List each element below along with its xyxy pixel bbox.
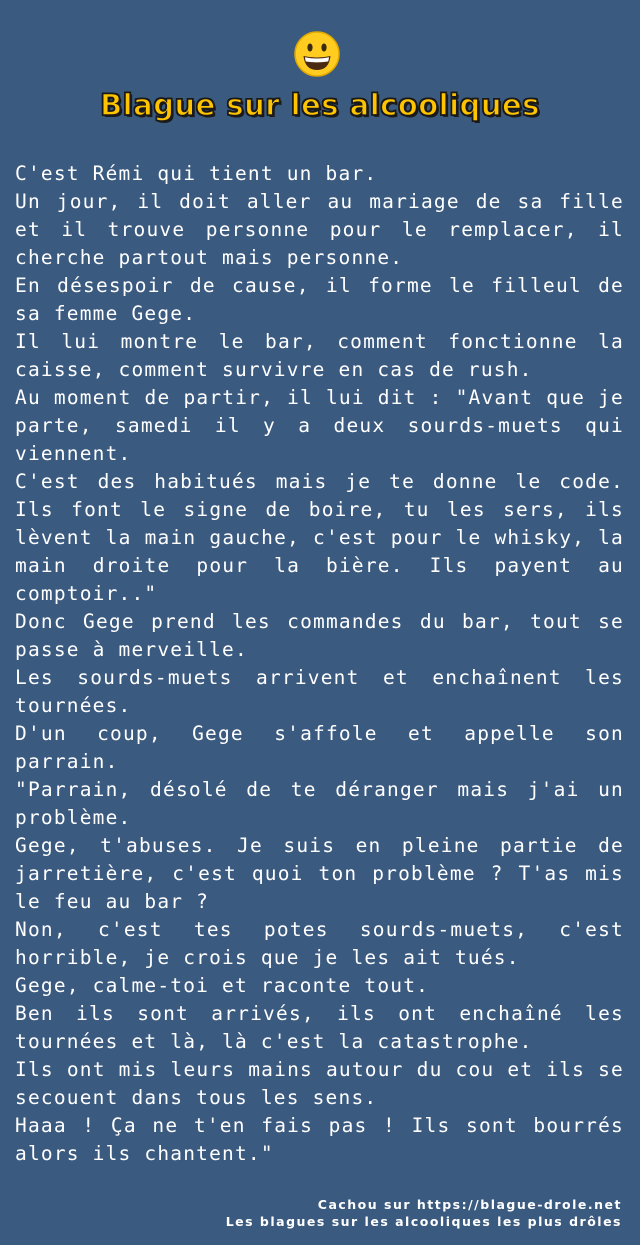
joke-line: Ben ils sont arrivés, ils ont enchaîné les tournées et là, là c'est la catastrophe. bbox=[15, 1002, 624, 1053]
joke-line: En désespoir de cause, il forme le filleul de sa femme Gege. bbox=[15, 274, 624, 325]
footer-credit: Cachou sur https://blague-drole.net bbox=[317, 1197, 622, 1212]
page-title: Blague sur les alcooliques bbox=[100, 88, 540, 122]
joke-line: Ils ont mis leurs mains autour du cou et ils se secouent dans tous les sens. bbox=[15, 1058, 624, 1109]
joke-text bbox=[15, 160, 624, 1168]
joke-line: C'est Rémi qui tient un bar. bbox=[15, 162, 378, 185]
joke-line: Gege, t'abuses. Je suis en pleine partie de jarretière, c'est quoi ton problème ? T'as mis le feu au bar ? bbox=[15, 834, 624, 913]
joke-line: C'est des habitués mais je te donne le code. Ils font le signe de boire, tu les sers, ils lèvent la main gauche, c'est pour le whisky, la main droite pour la bière. Ils payent au comptoir.." bbox=[15, 470, 624, 605]
joke-line: Donc Gege prend les commandes du bar, tout se passe à merveille. bbox=[15, 610, 624, 661]
footer bbox=[226, 1196, 622, 1230]
joke-line: Non, c'est tes potes sourds-muets, c'est horrible, je crois que je les ait tués. bbox=[15, 918, 624, 969]
joke-line: Il lui montre le bar, comment fonctionne la caisse, comment survivre en cas de rush. bbox=[15, 330, 624, 381]
joke-line: Les sourds-muets arrivent et enchaînent les tournées. bbox=[15, 666, 624, 717]
footer-tagline: Les blagues sur les alcooliques les plus drôles bbox=[225, 1214, 622, 1229]
joke-line: Gege, calme-toi et raconte tout. bbox=[15, 974, 430, 997]
grinning-face-icon bbox=[293, 30, 341, 78]
joke-line: Au moment de partir, il lui dit : "Avant que je parte, samedi il y a deux sourds-muets qui viennent. bbox=[15, 386, 624, 465]
joke-line: Un jour, il doit aller au mariage de sa fille et il trouve personne pour le remplacer, il cherche partout mais personne. bbox=[15, 190, 624, 269]
joke-line: Haaa ! Ça ne t'en fais pas ! Ils sont bourrés alors ils chantent." bbox=[15, 1114, 624, 1165]
joke-line: "Parrain, désolé de te déranger mais j'ai un problème. bbox=[15, 778, 624, 829]
joke-line: D'un coup, Gege s'affole et appelle son parrain. bbox=[15, 722, 624, 773]
